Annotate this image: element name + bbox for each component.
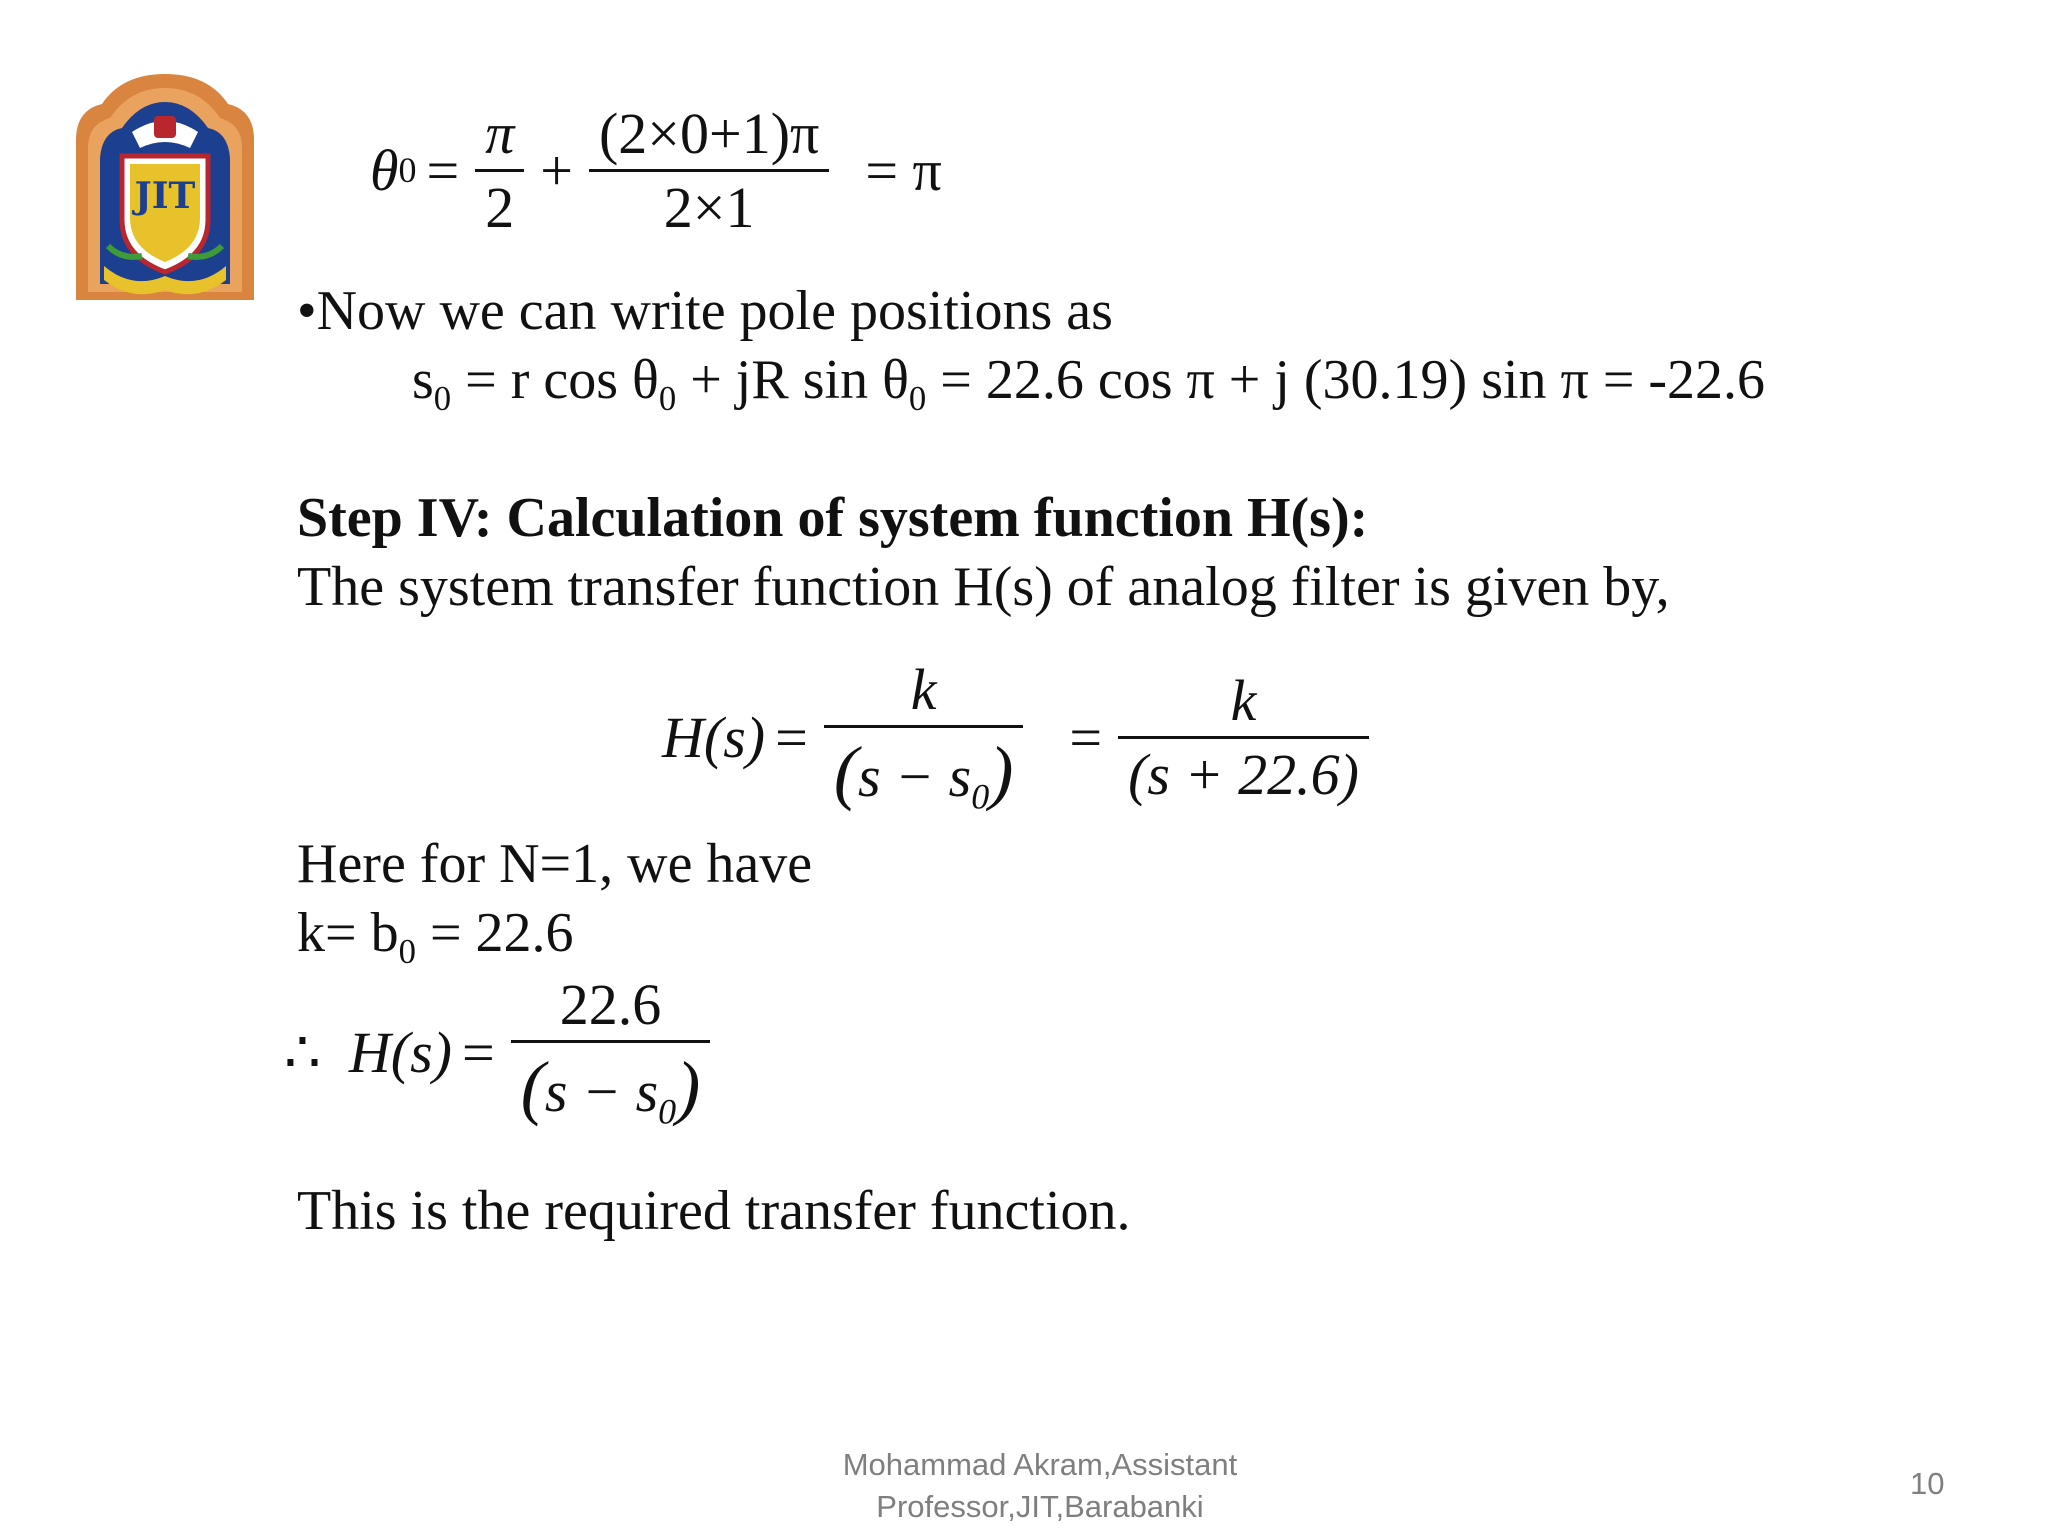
here-line: Here for N=1, we have [297, 833, 813, 895]
paren-open: ( [833, 730, 858, 812]
fraction-denominator: $(s - s_0)$ [511, 1040, 711, 1131]
college-crest-icon [72, 70, 258, 300]
pole-subscript: 0 [658, 379, 677, 419]
theta-symbol: θ [370, 138, 399, 204]
theta-equation [370, 101, 952, 240]
pole-part: = r cos θ [451, 349, 659, 411]
denominator-text: s − s [857, 743, 972, 809]
step-heading: Step IV: Calculation of system function H(s): [297, 487, 1369, 549]
denominator-text: s − s [544, 1058, 659, 1124]
k-line [297, 902, 574, 972]
equals-sign: = [775, 705, 808, 771]
fraction-denominator: 2 [475, 169, 524, 239]
fraction-pi-over-2 [475, 101, 524, 240]
fraction-numerator: π [485, 101, 515, 166]
page-number: 10 [1910, 1466, 1945, 1501]
theta-subscript: 0 [398, 150, 417, 191]
pole-part: = 22.6 cos π + j (30.19) sin π = -22.6 [926, 349, 1766, 411]
bullet-line: •Now we can write pole positions as [297, 280, 1113, 342]
footer-author [760, 1444, 1320, 1528]
theta-result: = π [865, 138, 942, 204]
k-part: = 22.6 [415, 902, 574, 964]
fraction-denominator: (s + 22.6) [1118, 736, 1369, 806]
fraction-numerator: 22.6 [559, 972, 662, 1037]
conclusion-line: This is the required transfer function. [297, 1180, 1131, 1242]
pole-part: + jR sin θ [676, 349, 909, 411]
fraction-second-term [589, 101, 829, 240]
fraction-k-over-s-plus-22-6 [1118, 667, 1369, 807]
k-subscript: 0 [398, 932, 416, 972]
equals-sign: = [1069, 705, 1103, 771]
pole-subscript: 0 [433, 379, 452, 419]
equals-sign: = [462, 1020, 495, 1086]
denominator-subscript: 0 [971, 776, 990, 817]
therefore-equation [284, 972, 716, 1132]
transfer-function-equation [662, 657, 1375, 817]
k-part: k= b [297, 902, 399, 964]
denominator-subscript: 0 [658, 1091, 677, 1132]
fraction-22-6-over-s-minus-s0 [511, 972, 711, 1132]
logo-label: JIT [134, 175, 196, 217]
fraction-denominator: 2×1 [589, 169, 829, 239]
fraction-numerator: k [910, 657, 937, 722]
description-line: The system transfer function H(s) of analog filter is given by, [297, 556, 1670, 618]
hs-lhs: H(s) [348, 1020, 452, 1086]
paren-close: ) [989, 730, 1014, 812]
fraction-numerator: (2×0+1)π [598, 101, 820, 166]
hs-lhs: H(s) [662, 705, 766, 771]
footer-author-line: Mohammad Akram,Assistant [842, 1447, 1238, 1482]
fraction-numerator: k [1230, 667, 1257, 733]
footer-author-line: Professor,JIT,Barabanki [876, 1489, 1204, 1524]
fraction-k-over-s-minus-s0 [824, 657, 1024, 817]
plus-sign: + [540, 138, 573, 204]
fraction-denominator [824, 725, 1024, 816]
pole-part: s [412, 349, 434, 411]
therefore-symbol: ∴ [284, 1020, 321, 1086]
equals-sign: = [426, 138, 460, 204]
pole-equation [412, 349, 1766, 419]
pole-subscript: 0 [908, 379, 927, 419]
